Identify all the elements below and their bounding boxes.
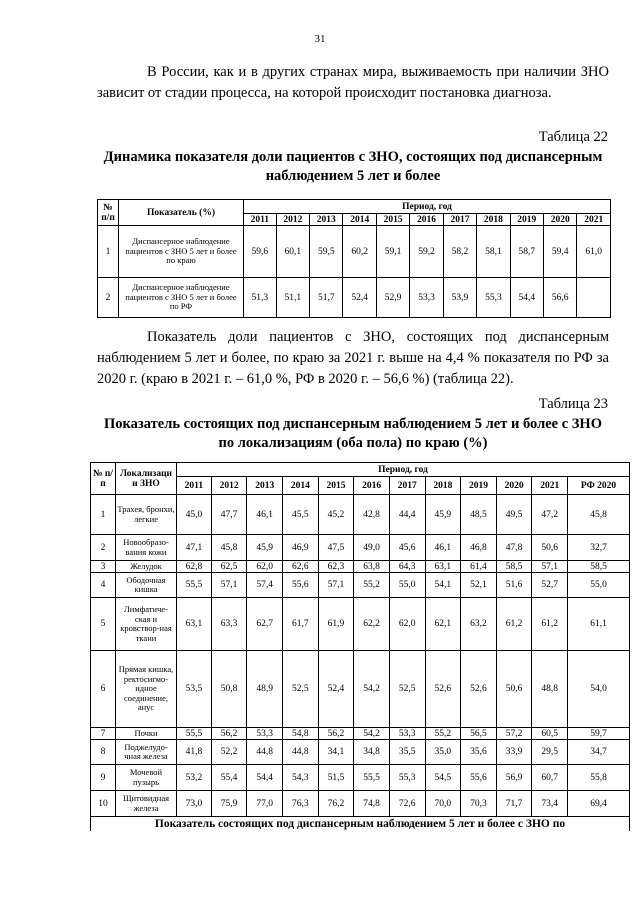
table23-cell: 70,0 bbox=[425, 791, 461, 817]
table23-row-location: Почки bbox=[116, 728, 177, 740]
table22-year-header: 2011 bbox=[244, 214, 277, 226]
table23-cell: 46,1 bbox=[247, 495, 283, 535]
table22-label: Таблица 22 bbox=[538, 129, 608, 145]
intro-paragraph: В России, как и в других странах мира, выживаемость при наличии ЗНО зависит от стадии процесса, на которой происходит постановка диагноза. bbox=[97, 64, 609, 101]
table23-cell: 61,7 bbox=[283, 598, 319, 651]
table22-cell: 55,3 bbox=[477, 278, 510, 318]
table23-year-header: РФ 2020 bbox=[568, 477, 630, 495]
table23-cell: 62,0 bbox=[389, 598, 425, 651]
table23-cell: 63,1 bbox=[425, 561, 461, 573]
table23-cell: 55,4 bbox=[211, 765, 247, 791]
table22-cell: 60,2 bbox=[343, 226, 376, 278]
table23-row bbox=[91, 495, 630, 535]
table23-row-num: 6 bbox=[91, 651, 116, 728]
table23-cell: 76,2 bbox=[318, 791, 354, 817]
table23-cell: 55,0 bbox=[389, 573, 425, 598]
table23-cell: 52,1 bbox=[461, 573, 497, 598]
table23-cell: 60,5 bbox=[532, 728, 568, 740]
table23-cell: 46,8 bbox=[461, 535, 497, 561]
table23-cell: 34,1 bbox=[318, 740, 354, 765]
table23-cell: 63,1 bbox=[177, 598, 212, 651]
table22-cell: 59,2 bbox=[410, 226, 443, 278]
table23-cell: 63,3 bbox=[211, 598, 247, 651]
table23-year-header: 2012 bbox=[211, 477, 247, 495]
table22-row bbox=[98, 226, 611, 278]
table23-col-num: № п/п bbox=[91, 463, 116, 495]
table23-cell: 73,4 bbox=[532, 791, 568, 817]
table23-cell: 60,7 bbox=[532, 765, 568, 791]
table23-cell: 62,2 bbox=[354, 598, 390, 651]
table22-cell: 58,7 bbox=[510, 226, 543, 278]
table23-row-num: 2 bbox=[91, 535, 116, 561]
table23-row-location: Лимфатиче-ская и кровствор-ная ткани bbox=[116, 598, 177, 651]
table23-row-num: 7 bbox=[91, 728, 116, 740]
table23-cell: 44,4 bbox=[389, 495, 425, 535]
table23-cell: 34,7 bbox=[568, 740, 630, 765]
table23-cell: 50,6 bbox=[496, 651, 532, 728]
table22-cell: 56,6 bbox=[544, 278, 577, 318]
table23-cell: 62,3 bbox=[318, 561, 354, 573]
table23-cell: 32,7 bbox=[568, 535, 630, 561]
table23-cell: 69,4 bbox=[568, 791, 630, 817]
table22-col-num: № п/п bbox=[98, 200, 119, 226]
table22 bbox=[97, 199, 611, 318]
table23-cell: 56,2 bbox=[211, 728, 247, 740]
table23-cell: 55,8 bbox=[568, 765, 630, 791]
table22-cell: 59,5 bbox=[310, 226, 343, 278]
table23-cell: 56,5 bbox=[461, 728, 497, 740]
table23-cell: 76,3 bbox=[283, 791, 319, 817]
table23-cell: 45,2 bbox=[318, 495, 354, 535]
table23-cell: 48,5 bbox=[461, 495, 497, 535]
table23-cell: 71,7 bbox=[496, 791, 532, 817]
table22-cell: 53,3 bbox=[410, 278, 443, 318]
table23-cell: 73,0 bbox=[177, 791, 212, 817]
table22-row-indicator: Диспансерное наблюдение пациентов с ЗНО 5 лет и более по краю bbox=[119, 226, 244, 278]
table23-cell: 48,8 bbox=[532, 651, 568, 728]
table23-cell: 55,5 bbox=[177, 573, 212, 598]
table22-cell: 51,3 bbox=[244, 278, 277, 318]
table23-cell: 45,8 bbox=[568, 495, 630, 535]
table23-col-location: Локализаци и ЗНО bbox=[116, 463, 177, 495]
table23-row-location: Прямая кишка, ректосигмо-идное соединение, анус bbox=[116, 651, 177, 728]
table23-cell: 46,9 bbox=[283, 535, 319, 561]
table23-cell: 62,6 bbox=[283, 561, 319, 573]
table23-year-header: 2017 bbox=[389, 477, 425, 495]
table22-title: Динамика показателя доли пациентов с ЗНО, состоящих под диспансерным наблюдением 5 лет и более bbox=[103, 149, 603, 184]
table23-cell: 53,2 bbox=[177, 765, 212, 791]
table23-cell: 34,8 bbox=[354, 740, 390, 765]
table23-row-num: 4 bbox=[91, 573, 116, 598]
table23-cell: 55,0 bbox=[568, 573, 630, 598]
table23-cell: 62,1 bbox=[425, 598, 461, 651]
table23-row-num: 5 bbox=[91, 598, 116, 651]
table22-row-indicator: Диспансерное наблюдение пациентов с ЗНО 5 лет и более по РФ bbox=[119, 278, 244, 318]
table23-row bbox=[91, 728, 630, 740]
table22-cell: 59,4 bbox=[544, 226, 577, 278]
table22-cell: 59,6 bbox=[244, 226, 277, 278]
table23-cell: 55,6 bbox=[461, 765, 497, 791]
table23-cell: 62,0 bbox=[247, 561, 283, 573]
table23-cell: 55,2 bbox=[425, 728, 461, 740]
table22-row bbox=[98, 278, 611, 318]
table23-cell: 47,5 bbox=[318, 535, 354, 561]
table23-row bbox=[91, 561, 630, 573]
table23-row-num: 9 bbox=[91, 765, 116, 791]
table23-row-location: Новообразо-вания кожи bbox=[116, 535, 177, 561]
table23-cell: 44,8 bbox=[283, 740, 319, 765]
table23-cell: 35,0 bbox=[425, 740, 461, 765]
table23-cell: 35,6 bbox=[461, 740, 497, 765]
table22-cell: 61,0 bbox=[577, 226, 611, 278]
table23-cell: 52,2 bbox=[211, 740, 247, 765]
table23-cell: 52,6 bbox=[461, 651, 497, 728]
table22-year-header: 2013 bbox=[310, 214, 343, 226]
table23-cell: 45,8 bbox=[211, 535, 247, 561]
table23-row bbox=[91, 651, 630, 728]
table22-cell: 59,1 bbox=[376, 226, 409, 278]
table23-row-location: Желудок bbox=[116, 561, 177, 573]
table22-year-header: 2012 bbox=[276, 214, 309, 226]
table23-row-location: Трахея, бронхи, легкие bbox=[116, 495, 177, 535]
table23-cell: 45,0 bbox=[177, 495, 212, 535]
table22-year-header: 2015 bbox=[376, 214, 409, 226]
table23-cell: 61,9 bbox=[318, 598, 354, 651]
table23-row bbox=[91, 573, 630, 598]
table22-row-num: 1 bbox=[98, 226, 119, 278]
table23-cell: 29,5 bbox=[532, 740, 568, 765]
table22-cell: 60,1 bbox=[276, 226, 309, 278]
table22-year-header: 2019 bbox=[510, 214, 543, 226]
table23-cell: 54,4 bbox=[247, 765, 283, 791]
table23-cell: 35,5 bbox=[389, 740, 425, 765]
table23-row-num: 10 bbox=[91, 791, 116, 817]
table23-cell: 55,5 bbox=[177, 728, 212, 740]
table23-cell: 54,8 bbox=[283, 728, 319, 740]
table23-row-location: Ободочная кишка bbox=[116, 573, 177, 598]
table22-year-header: 2018 bbox=[477, 214, 510, 226]
table23-cell: 54,5 bbox=[425, 765, 461, 791]
table23-cell: 45,9 bbox=[425, 495, 461, 535]
page-number: 31 bbox=[314, 33, 326, 45]
table23-row bbox=[91, 598, 630, 651]
table22-year-header: 2017 bbox=[443, 214, 476, 226]
table23-year-header: 2020 bbox=[496, 477, 532, 495]
table23-cell: 56,2 bbox=[318, 728, 354, 740]
table23-cell: 54,1 bbox=[425, 573, 461, 598]
table23-cell: 55,3 bbox=[389, 765, 425, 791]
table23 bbox=[90, 462, 630, 831]
table23-cell: 64,3 bbox=[389, 561, 425, 573]
table22-cell: 52,4 bbox=[343, 278, 376, 318]
table23-cell: 45,9 bbox=[247, 535, 283, 561]
table23-cell: 63,2 bbox=[461, 598, 497, 651]
table23-year-header: 2021 bbox=[532, 477, 568, 495]
table22-cell: 58,2 bbox=[443, 226, 476, 278]
table22-cell: 52,9 bbox=[376, 278, 409, 318]
table23-cell: 75,9 bbox=[211, 791, 247, 817]
table23-cell: 70,3 bbox=[461, 791, 497, 817]
table22-cell: 58,1 bbox=[477, 226, 510, 278]
table23-cell: 42,8 bbox=[354, 495, 390, 535]
table23-year-header: 2019 bbox=[461, 477, 497, 495]
table23-cell: 52,5 bbox=[389, 651, 425, 728]
table23-year-header: 2013 bbox=[247, 477, 283, 495]
table23-cell: 55,6 bbox=[283, 573, 319, 598]
table23-year-header: 2011 bbox=[177, 477, 212, 495]
table23-cell: 49,0 bbox=[354, 535, 390, 561]
table22-cell: 51,1 bbox=[276, 278, 309, 318]
table22-col-indicator: Показатель (%) bbox=[119, 200, 244, 226]
middle-paragraph: Показатель доли пациентов с ЗНО, состоящих под диспансерным наблюдением 5 лет и более, по краю за 2021 г. выше на 4,4 % показателя по РФ за 2020 г. (краю в 2021 г. – 61,0 %, РФ в 2020 г. – 56,6 %) (таблица 22). bbox=[97, 329, 609, 387]
table23-cell: 52,6 bbox=[425, 651, 461, 728]
table23-row bbox=[91, 791, 630, 817]
table23-cell: 62,8 bbox=[177, 561, 212, 573]
table23-cell: 54,0 bbox=[568, 651, 630, 728]
table23-row-location: Мочевой пузырь bbox=[116, 765, 177, 791]
table23-row-num: 1 bbox=[91, 495, 116, 535]
table23-cell: 52,4 bbox=[318, 651, 354, 728]
table23-row bbox=[91, 765, 630, 791]
table23-row-location: Щитовидная железа bbox=[116, 791, 177, 817]
table23-cell: 53,3 bbox=[389, 728, 425, 740]
table23-cell: 72,6 bbox=[389, 791, 425, 817]
table23-year-header: 2015 bbox=[318, 477, 354, 495]
table23-cell: 33,9 bbox=[496, 740, 532, 765]
table23-cell: 58,5 bbox=[568, 561, 630, 573]
table23-cell: 50,6 bbox=[532, 535, 568, 561]
table23-cell: 45,6 bbox=[389, 535, 425, 561]
table23-continuation-row bbox=[91, 817, 630, 832]
table23-cell: 54,2 bbox=[354, 728, 390, 740]
table23-cell: 57,1 bbox=[318, 573, 354, 598]
table23-cell: 57,2 bbox=[496, 728, 532, 740]
table23-continuation-text: Показатель состоящих под диспансерным наблюдением 5 лет и более с ЗНО по bbox=[91, 817, 630, 832]
table23-cell: 57,1 bbox=[532, 561, 568, 573]
table22-row-num: 2 bbox=[98, 278, 119, 318]
table23-cell: 74,8 bbox=[354, 791, 390, 817]
table23-cell: 51,6 bbox=[496, 573, 532, 598]
table23-cell: 58,5 bbox=[496, 561, 532, 573]
table23-col-period: Период, год bbox=[177, 463, 630, 477]
table23-cell: 54,3 bbox=[283, 765, 319, 791]
table23-cell: 77,0 bbox=[247, 791, 283, 817]
table23-cell: 63,8 bbox=[354, 561, 390, 573]
table23-cell: 49,5 bbox=[496, 495, 532, 535]
table23-row bbox=[91, 740, 630, 765]
table23-cell: 47,8 bbox=[496, 535, 532, 561]
table22-cell: 53,9 bbox=[443, 278, 476, 318]
table22-cell: 54,4 bbox=[510, 278, 543, 318]
table23-row bbox=[91, 535, 630, 561]
table23-row-location: Поджелудо-чная железа bbox=[116, 740, 177, 765]
table23-row-num: 3 bbox=[91, 561, 116, 573]
table23-cell: 45,5 bbox=[283, 495, 319, 535]
table23-cell: 41,8 bbox=[177, 740, 212, 765]
table23-cell: 47,7 bbox=[211, 495, 247, 535]
table22-year-header: 2014 bbox=[343, 214, 376, 226]
table23-cell: 57,1 bbox=[211, 573, 247, 598]
table23-cell: 61,2 bbox=[496, 598, 532, 651]
table23-row-num: 8 bbox=[91, 740, 116, 765]
table23-cell: 47,2 bbox=[532, 495, 568, 535]
table23-year-header: 2016 bbox=[354, 477, 390, 495]
table23-cell: 55,2 bbox=[354, 573, 390, 598]
table23-cell: 53,3 bbox=[247, 728, 283, 740]
table22-cell bbox=[577, 278, 611, 318]
table23-cell: 52,7 bbox=[532, 573, 568, 598]
table23-cell: 55,5 bbox=[354, 765, 390, 791]
table23-cell: 62,5 bbox=[211, 561, 247, 573]
table23-title: Показатель состоящих под диспансерным наблюдением 5 лет и более с ЗНО по локализациям (оба пола) по краю (%) bbox=[104, 416, 602, 451]
table23-cell: 59,7 bbox=[568, 728, 630, 740]
table23-cell: 61,1 bbox=[568, 598, 630, 651]
table23-year-header: 2018 bbox=[425, 477, 461, 495]
table23-cell: 51,5 bbox=[318, 765, 354, 791]
table23-cell: 56,9 bbox=[496, 765, 532, 791]
table23-year-header: 2014 bbox=[283, 477, 319, 495]
table22-col-period: Период, год bbox=[244, 200, 611, 214]
table22-year-header: 2021 bbox=[577, 214, 611, 226]
table23-cell: 48,9 bbox=[247, 651, 283, 728]
table23-cell: 54,2 bbox=[354, 651, 390, 728]
table23-label: Таблица 23 bbox=[538, 396, 608, 412]
table22-year-header: 2020 bbox=[544, 214, 577, 226]
table23-cell: 62,7 bbox=[247, 598, 283, 651]
table23-cell: 61,4 bbox=[461, 561, 497, 573]
table23-cell: 46,1 bbox=[425, 535, 461, 561]
table23-cell: 57,4 bbox=[247, 573, 283, 598]
table22-cell: 51,7 bbox=[310, 278, 343, 318]
table23-cell: 52,5 bbox=[283, 651, 319, 728]
table23-cell: 61,2 bbox=[532, 598, 568, 651]
table23-cell: 53,5 bbox=[177, 651, 212, 728]
table22-year-header: 2016 bbox=[410, 214, 443, 226]
table23-cell: 50,8 bbox=[211, 651, 247, 728]
table23-cell: 47,1 bbox=[177, 535, 212, 561]
table23-cell: 44,8 bbox=[247, 740, 283, 765]
